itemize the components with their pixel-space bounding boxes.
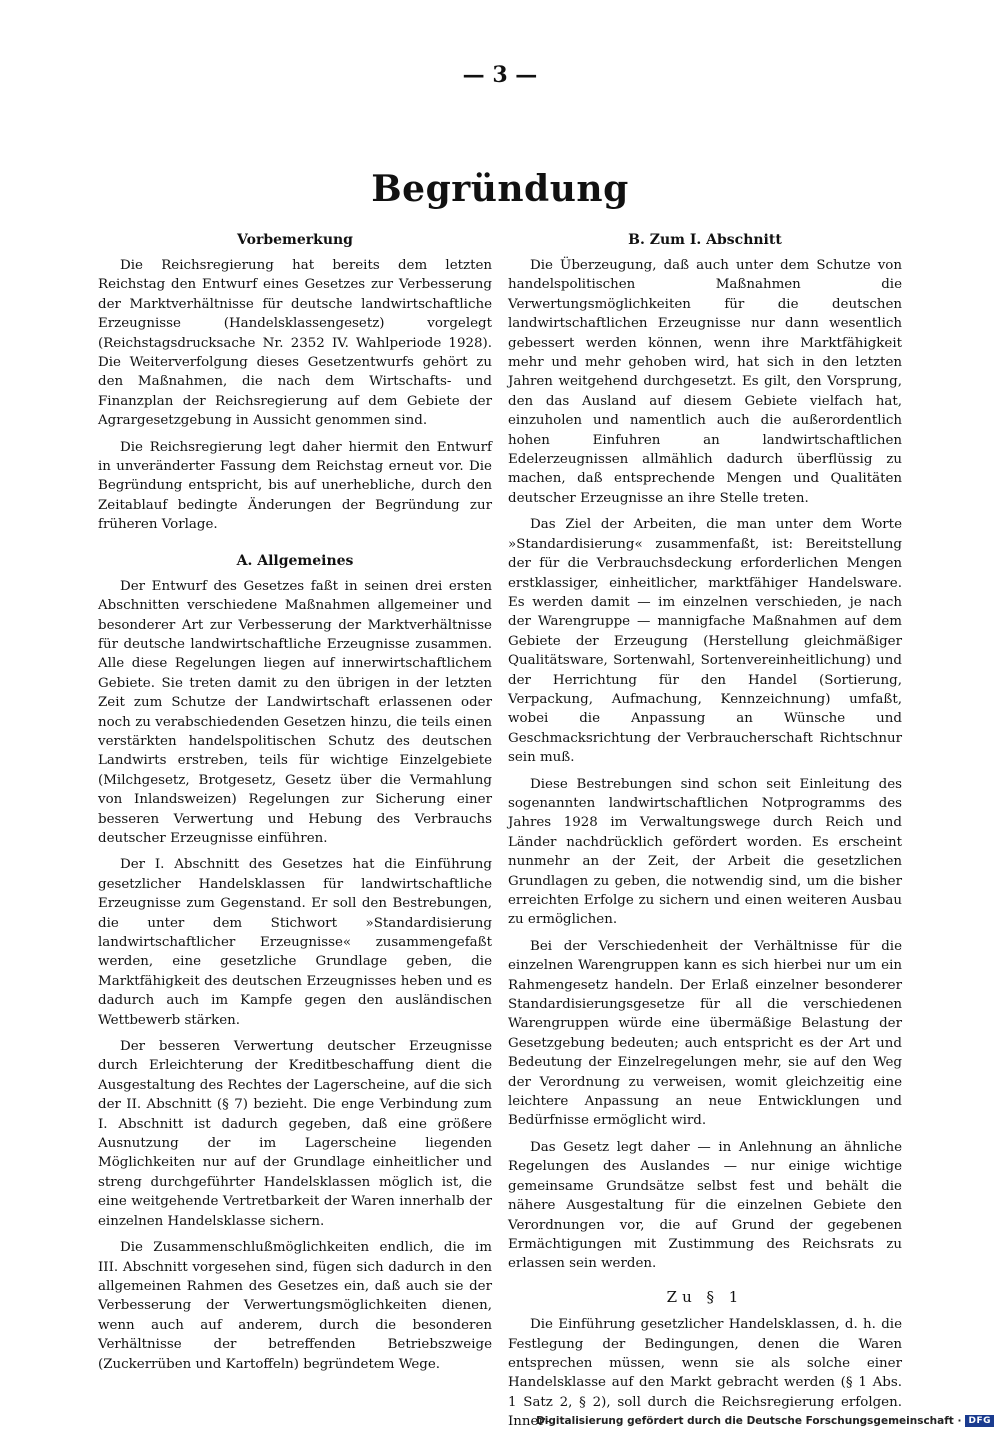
heading-vorbemerkung: Vorbemerkung xyxy=(237,232,353,248)
paragraph: Der besseren Verwertung deutscher Erzeugnisse durch Erleichterung der Kreditbeschaffung dient die Ausgestaltung des Rechtes der Lagerscheine, auf die sich der II. Abschnitt (§ 7) bezieht. Die enge Verbindung zum I. Abschnitt ist dadurch gegeben, daß eine größere Ausnutzung der im Lagerscheine liegenden Möglichkeiten nur auf der Grundlage einheitlicher und streng durchgeführter Handelsklassen möglich ist, die eine weitgehende Vertretbarkeit der Waren innerhalb der einzelnen Handelsklasse sichern. xyxy=(98,1039,492,1229)
footer-text: Digitalisierung gefördert durch die Deutsche Forschungsgemeinschaft · xyxy=(536,1415,962,1427)
paragraph: Der I. Abschnitt des Gesetzes hat die Einführung gesetzlicher Handelsklassen für landwirtschaftliche Erzeugnisse zum Gegenstand. Er soll den Bestrebungen, die unter dem Stichwort »Standardisierung landwirtschaftlicher Erzeugnisse« zusammengefaßt werden, eine gesetzliche Grundlage geben, die Marktfähigkeit des deutschen Erzeugnisses heben und es dadurch auch im Kampfe gegen den ausländischen Wettbewerb stärken. xyxy=(98,857,492,1028)
heading-allgemeines: A. Allgemeines xyxy=(236,552,354,569)
paragraph: Diese Bestrebungen sind schon seit Einleitung des sogenannten landwirtschaftlichen Notprogramms des Jahres 1928 im Verwaltungswege durch Reich und Länder nachdrücklich gefördert worden. Es erscheint nunmehr an der Zeit, der Arbeit die gesetzlichen Grundlagen zu geben, die notwendig sind, um die bisher erreichten Erfolge zu sichern und einen weiteren Ausbau zu ermöglichen. xyxy=(508,776,902,928)
page-number: — 3 — xyxy=(462,62,538,88)
page-title: Begründung xyxy=(371,168,629,210)
footer xyxy=(536,1415,994,1427)
paragraph: Das Gesetz legt daher — in Anlehnung an ähnliche Regelungen des Auslandes — nur einige wichtige gemeinsame Grundsätze selbst fest und behält die nähere Ausgestaltung für die einzelnen Gebiete den Verordnungen vor, die auf Grund der gegebenen Ermächtigungen mit Zustimmung des Reichsrats zu erlassen sein werden. xyxy=(508,1139,902,1272)
paragraph: Die Reichsregierung hat bereits dem letzten Reichstag den Entwurf eines Gesetzes zur Verbesserung der Marktverhältnisse für deutsche landwirtschaftliche Erzeugnisse (Handelsklassengesetz) vorgelegt (Reichstagsdrucksache Nr. 2352 IV. Wahlperiode 1928). Die Weiterverfolgung dieses Gesetzentwurfs gehört zu den Maßnahmen, die nach dem Wirtschafts- und Finanzplan der Reichsregierung auf dem Gebiete der Agrargesetzgebung in Aussicht genommen sind. xyxy=(98,258,492,429)
left-column xyxy=(98,230,492,1381)
right-column xyxy=(508,230,902,1439)
paragraph: Der Entwurf des Gesetzes faßt in seinen drei ersten Abschnitten verschiedene Maßnahmen allgemeiner und besonderer Art zur Verbesserung der Marktverhältnisse für deutsche landwirtschaftliche Erzeugnisse zusammen. Alle diese Regelungen liegen auf innerwirtschaftlichem Gebiete. Sie treten damit zu den übrigen in der letzten Zeit zum Schutze der Landwirtschaft erlassenen oder noch zu verabschiedenden Gesetzen hinzu, die teils einen verstärkten handelspolitischen Schutz des deutschen Landwirts erstreben, teils für wichtige Einzelgebiete (Milchgesetz, Brotgesetz, Gesetz über die Vermahlung von Inlandsweizen) Regelungen zur Sicherung einer besseren Verwertung und Hebung des Verbrauchs deutscher Erzeugnisse einführen. xyxy=(98,578,492,846)
paragraph: Die Überzeugung, daß auch unter dem Schutze von handelspolitischen Maßnahmen die Verwertungsmöglichkeiten für die deutschen landwirtschaftlichen Erzeugnisse nur dann wesentlich gebessert werden können, wenn ihre Marktfähigkeit mehr und mehr gehoben wird, hat sich in den letzten Jahren weitgehend durchgesetzt. Es gilt, den Vorsprung, den das Ausland auf diesem Gebiete vielfach hat, einzuholen und namentlich auch die außerordentlich hohen Einfuhren an landwirtschaftlichen Edelerzeugnissen allmählich dadurch überflüssig zu machen, daß entsprechende Mengen und Qualitäten deutscher Erzeugnisse an ihre Stelle treten. xyxy=(508,258,902,506)
dfg-logo: DFG xyxy=(965,1415,994,1427)
paragraph: Die Reichsregierung legt daher hiermit den Entwurf in unveränderter Fassung dem Reichstag erneut vor. Die Begründung entspricht, bis auf unerhebliche, durch den Zeitablauf bedingte Änderungen der Begründung zur früheren Vorlage. xyxy=(98,439,492,533)
heading-zu-paragraph-1: Zu § 1 xyxy=(666,1287,744,1306)
paragraph: Bei der Verschiedenheit der Verhältnisse für die einzelnen Warengruppen kann es sich hierbei nur um ein Rahmengesetz handeln. Der Erlaß einzelner besonderer Standardisierungsgesetze für all die verschiedenen Warengruppen würde eine übermäßige Belastung der Gesetzgebung bedeuten; auch entspricht es der Art und Bedeutung der Einzelregelungen mehr, sie auf den Weg der Verordnung zu verweisen, womit gleichzeitig eine leichtere Anpassung an neue Entwicklungen und Bedürfnisse ermöglicht wird. xyxy=(508,938,902,1129)
paragraph: Das Ziel der Arbeiten, die man unter dem Worte »Standardisierung« zusammenfaßt, ist: Bereitstellung der für die Verbrauchsdeckung erforderlichen Mengen erstklassiger, einheitlicher, marktfähiger Handelsware. Es werden damit — im einzelnen verschieden, je nach der Warengruppe — mannigfache Maßnahmen auf dem Gebiete der Erzeugung (Herstellung gleichmäßiger Qualitätsware, Sortenwahl, Sortenvereinheitlichung) und der Herrichtung für den Handel (Sortierung, Verpackung, Aufmachung, Kennzeichnung) umfaßt, wobei die Anpassung an Wünsche und Geschmacksrichtung der Verbraucherschaft Richtschnur sein muß. xyxy=(508,517,902,766)
paragraph: Die Einführung gesetzlicher Handelsklassen, d. h. die Festlegung der Bedingungen, denen die Waren entsprechen müssen, wenn sie als solche einer Handelsklasse auf den Markt gebracht werden (§ 1 Abs. 1 Satz 2, § 2), soll durch die Reichsregierung erfolgen. Inner- xyxy=(508,1317,902,1430)
heading-abschnitt-1: B. Zum I. Abschnitt xyxy=(628,232,782,248)
paragraph: Die Zusammenschlußmöglichkeiten endlich, die im III. Abschnitt vorgesehen sind, fügen sich dadurch in den allgemeinen Rahmen des Gesetzes ein, daß auch sie der Verbesserung der Verwertungsmöglichkeiten dienen, wenn auch auf anderem, durch die besonderen Verhältnisse der betreffenden Betriebszweige (Zuckerrüben und Kartoffeln) begründetem Wege. xyxy=(98,1240,492,1372)
